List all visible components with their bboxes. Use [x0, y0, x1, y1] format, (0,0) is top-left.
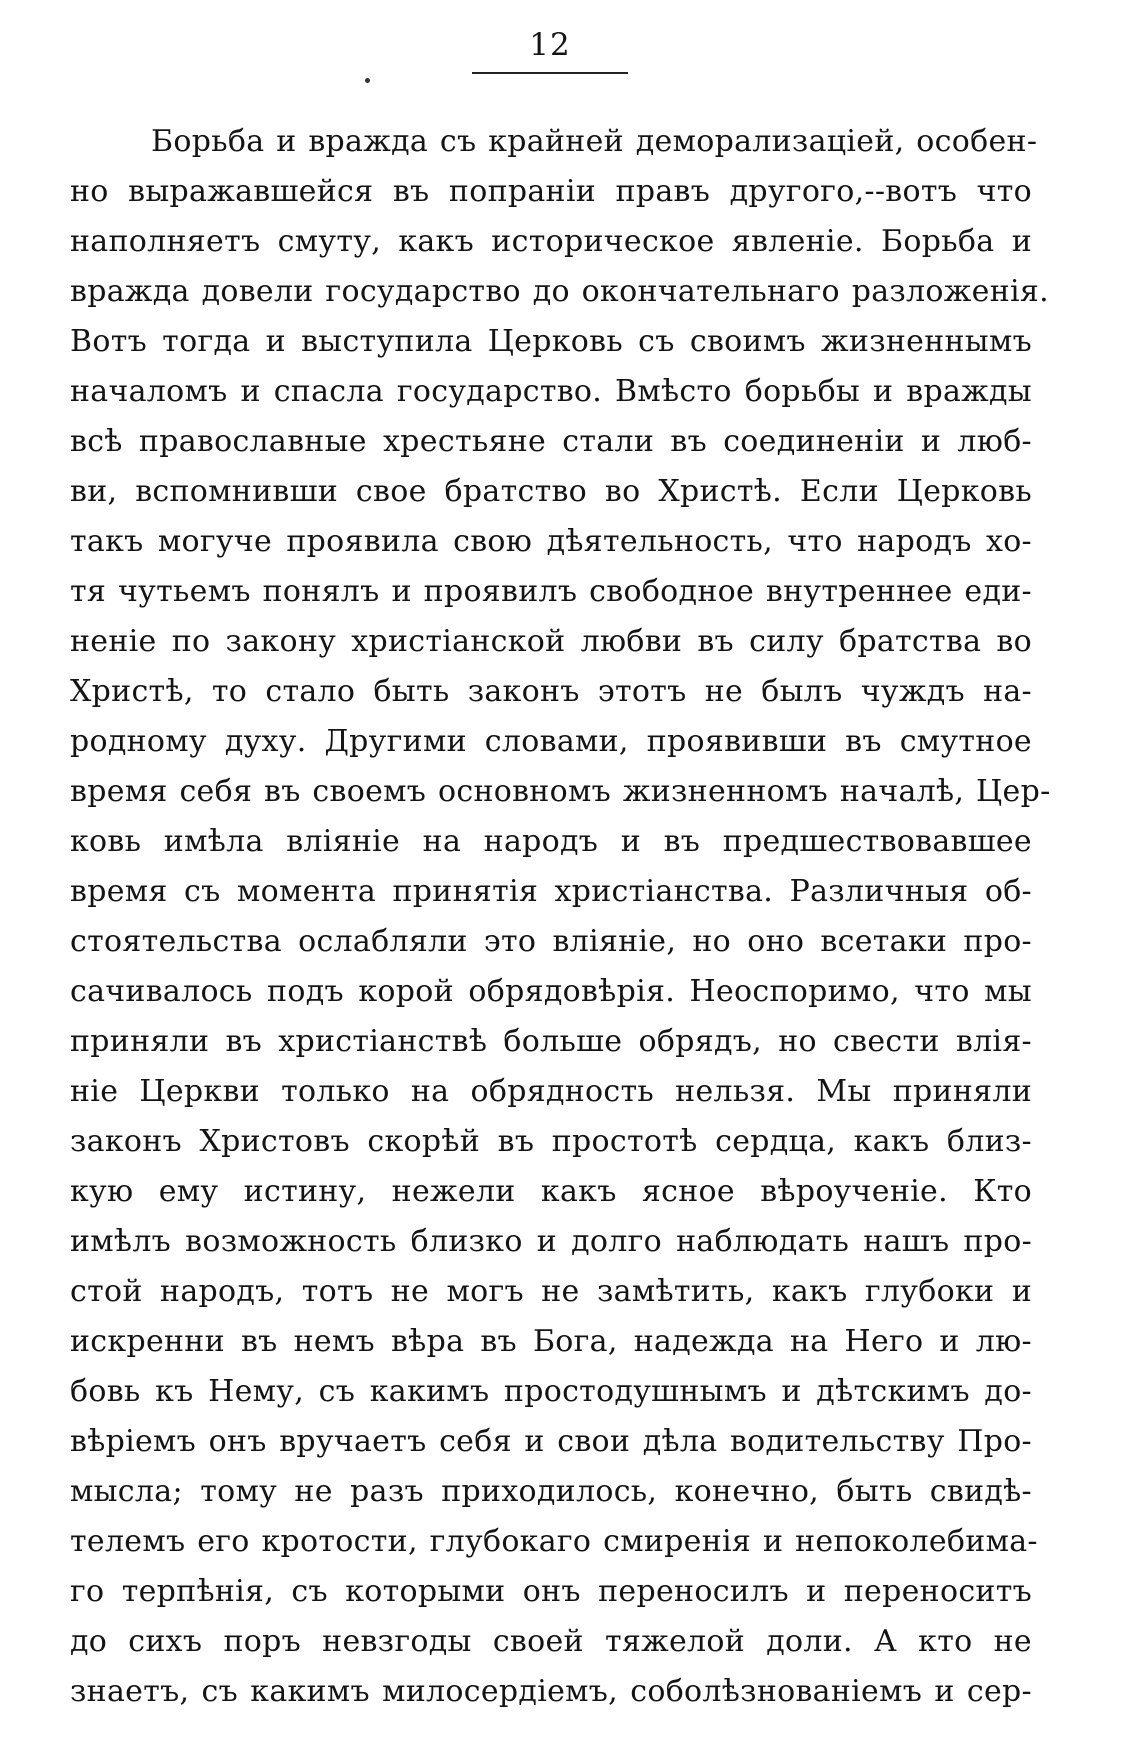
text-line: наполняетъ смуту, какъ историческое явленіе. Борьба и	[70, 224, 1032, 259]
text-line: Христѣ, то стало быть законъ этотъ не былъ чуждъ на-	[70, 674, 1032, 709]
text-line: Вотъ тогда и выступила Церковь съ своимъ жизненнымъ	[70, 324, 1032, 359]
body-text	[70, 117, 1051, 1717]
text-line: родному духу. Другими словами, проявивши въ смутное	[70, 724, 1032, 759]
text-line: мысла; тому не разъ приходилось, конечно, быть свидѣ-	[70, 1474, 1032, 1509]
text-line: время съ момента принятія христіанства. Различныя об-	[70, 874, 1032, 909]
text-line: знаетъ, съ какимъ милосердіемъ, соболѣзнованіемъ и сер-	[70, 1674, 1032, 1709]
text-line: приняли въ христіанствѣ больше обрядъ, но свести влія-	[70, 1024, 1032, 1059]
text-line: вѣріемъ онъ вручаетъ себя и свои дѣла водительству Про-	[70, 1424, 1032, 1459]
text-line: тя чутьемъ понялъ и проявилъ свободное внутреннее еди-	[70, 574, 1032, 609]
text-line: началомъ и спасла государство. Вмѣсто борьбы и вражды	[70, 374, 1032, 409]
text-line: бовь къ Нему, съ какимъ простодушнымъ и дѣтскимъ до-	[70, 1374, 1032, 1409]
text-line: стоятельства ослабляли это вліяніе, но оно всетаки про-	[70, 924, 1032, 959]
page-number: 12	[529, 27, 571, 63]
text-line: неніе по закону христіанской любви въ силу братства во	[70, 624, 1032, 659]
text-line: телемъ его кротости, глубокаго смиренія и непоколебима-	[70, 1524, 1038, 1559]
text-line: ковь имѣла вліяніе на народъ и въ предшествовавшее	[70, 824, 1032, 859]
text-line: законъ Христовъ скорѣй въ простотѣ сердца, какъ близ-	[70, 1124, 1032, 1159]
print-speck	[365, 78, 370, 83]
text-line: до сихъ поръ невзгоды своей тяжелой доли. А кто не	[70, 1624, 1032, 1659]
text-line: такъ могуче проявила свою дѣятельность, что народъ хо-	[70, 524, 1032, 559]
text-line: ви, вспомнивши свое братство во Христѣ. Если Церковь	[70, 474, 1032, 509]
text-line: Борьба и вражда съ крайней деморализаціей, особен-	[151, 124, 1038, 159]
page-number-rule	[472, 72, 628, 74]
text-line: сачивалось подъ корой обрядовѣрія. Неоспоримо, что мы	[70, 974, 1032, 1009]
text-line: го терпѣнія, съ которыми онъ переносилъ и переноситъ	[70, 1574, 1032, 1609]
text-line: стой народъ, тотъ не могъ не замѣтить, какъ глубоки и	[70, 1274, 1032, 1309]
text-line: кую ему истину, нежели какъ ясное вѣроученіе. Кто	[70, 1174, 1032, 1209]
text-line: время себя въ своемъ основномъ жизненномъ началѣ, Цер-	[70, 774, 1051, 809]
text-line: вражда довели государство до окончательнаго разложенія.	[70, 274, 1049, 309]
text-line: искренни въ немъ вѣра въ Бога, надежда на Него и лю-	[70, 1324, 1032, 1359]
text-line: но выражавшейся въ попраніи правъ другого,--вотъ что	[70, 174, 1032, 209]
text-line: ніе Церкви только на обрядность нельзя. Мы приняли	[70, 1074, 1032, 1109]
text-line: имѣлъ возможность близко и долго наблюдать нашъ про-	[70, 1224, 1032, 1259]
text-line: всѣ православные хрестьяне стали въ соединеніи и люб-	[70, 424, 1032, 459]
